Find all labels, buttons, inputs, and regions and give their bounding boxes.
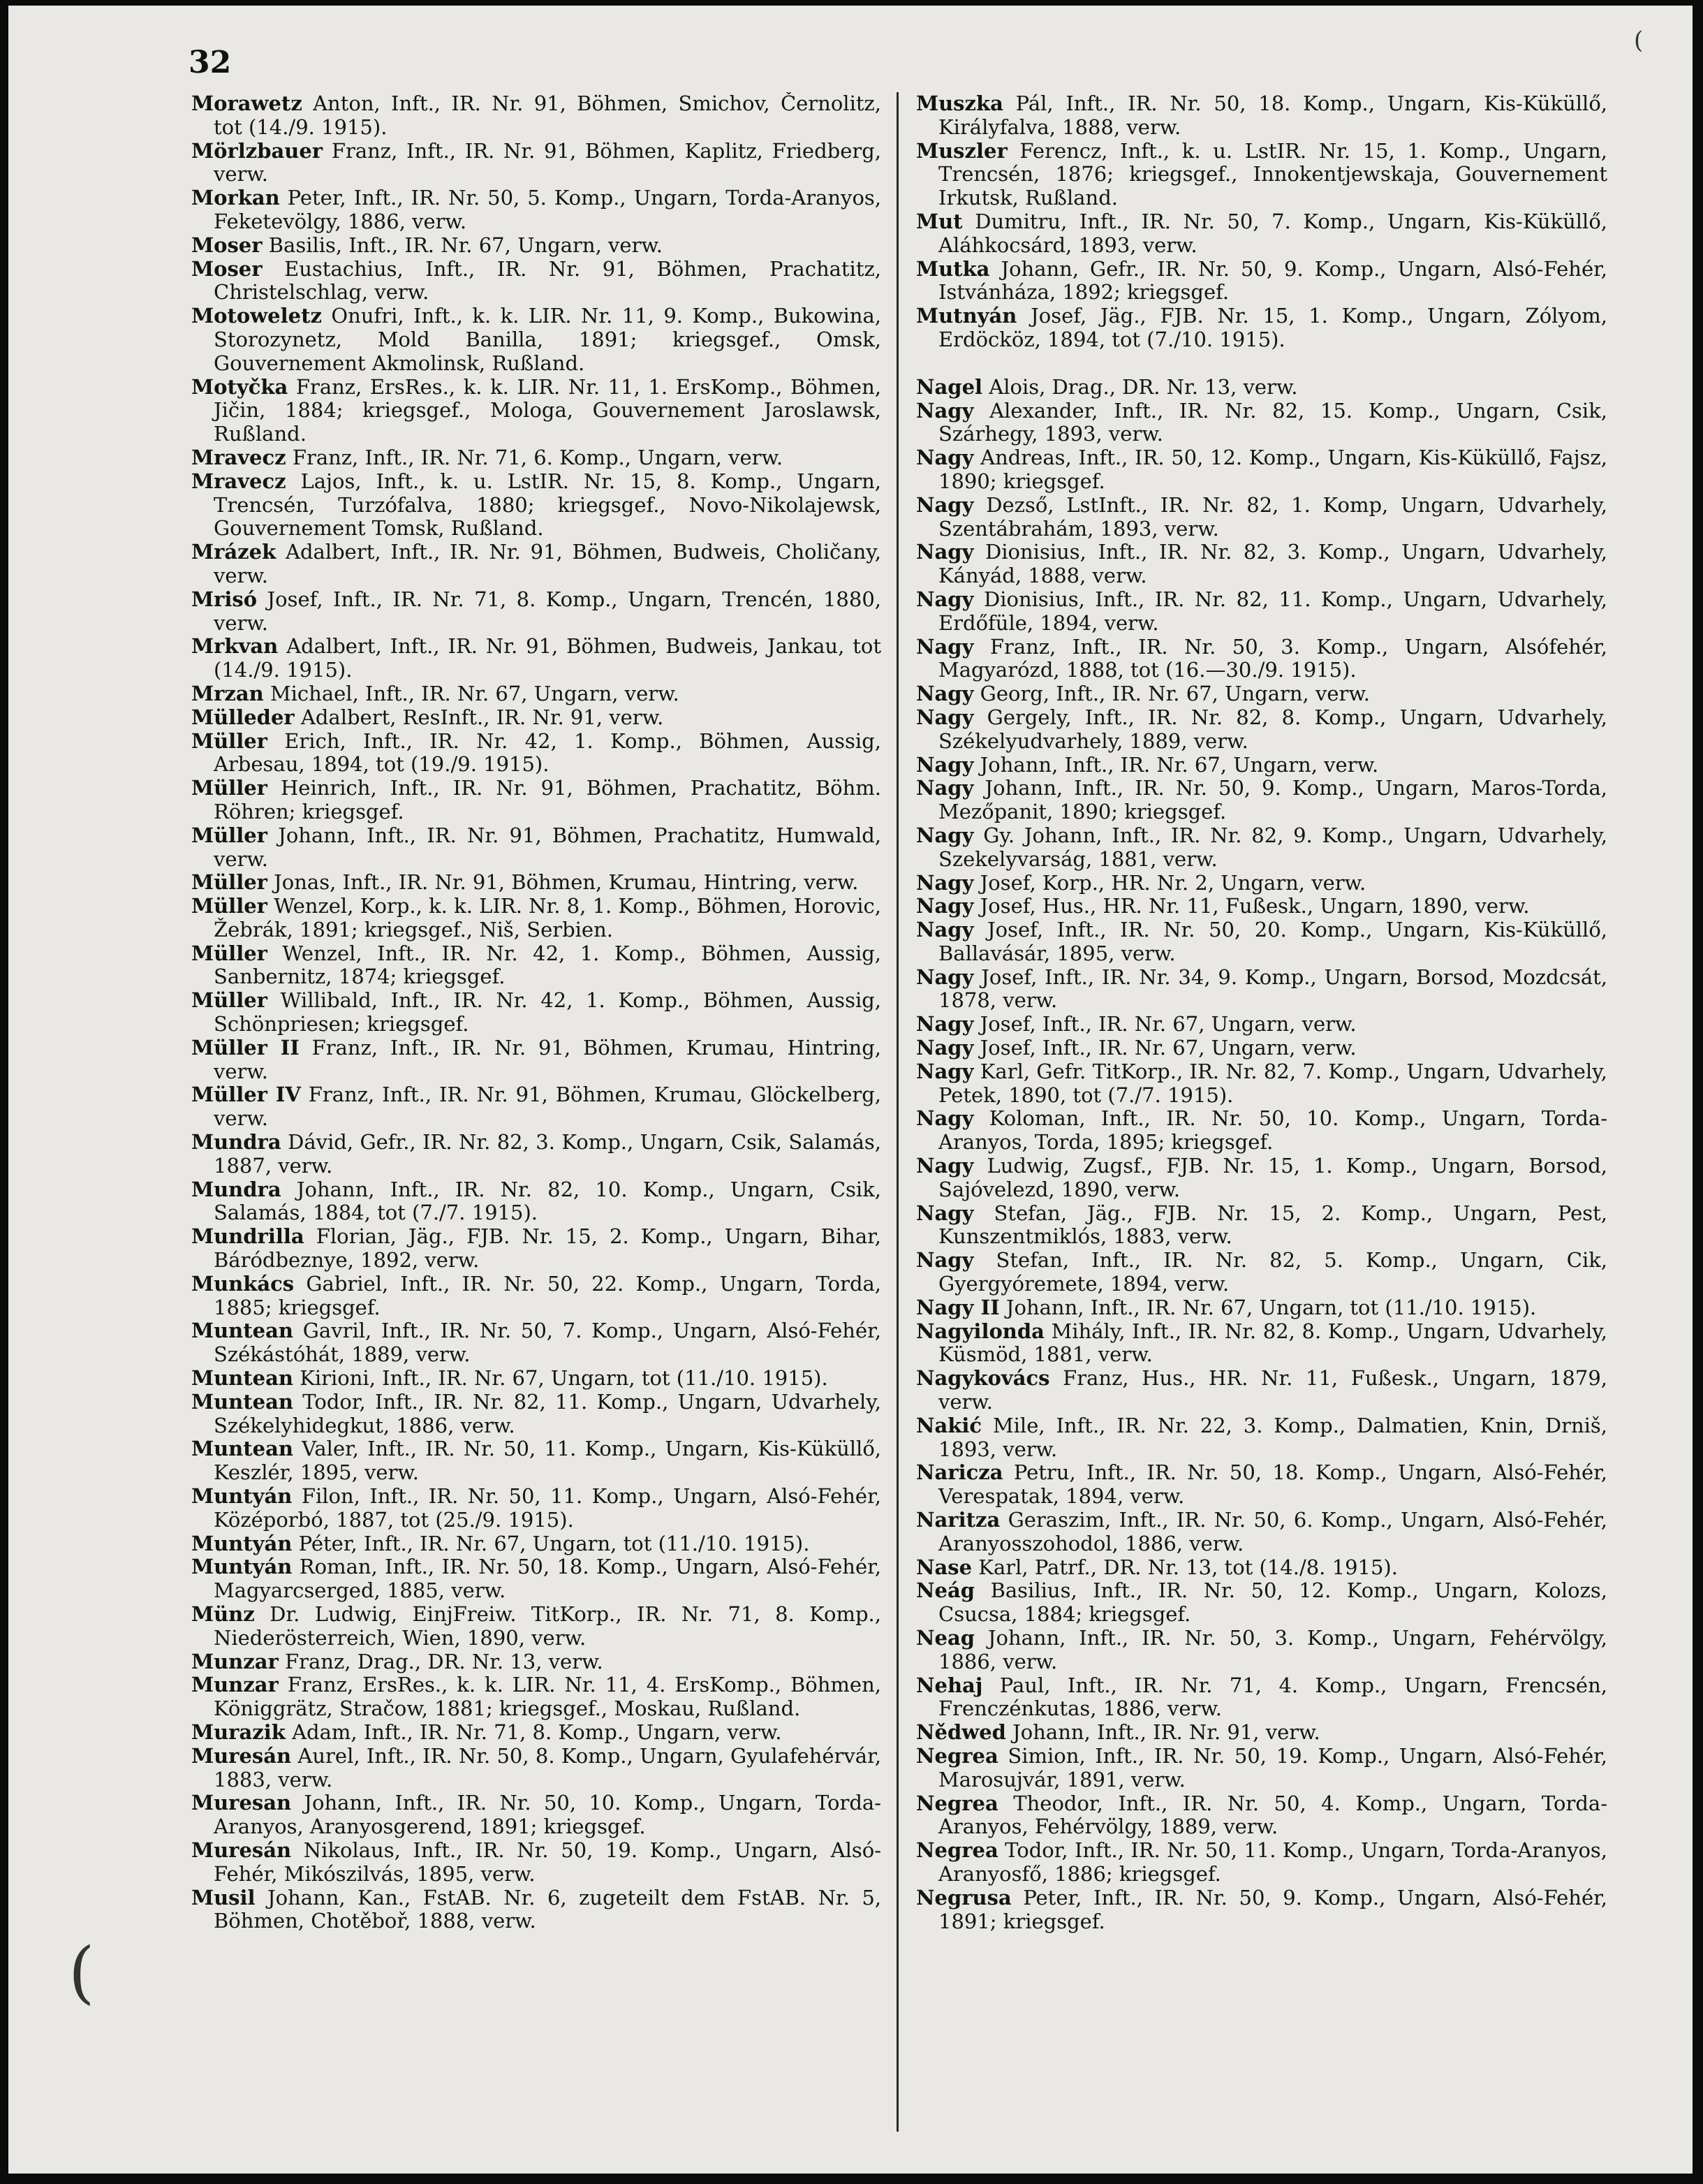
roster-entry (191, 1485, 881, 1532)
roster-entry (191, 1131, 881, 1178)
roster-entry (916, 1320, 1607, 1368)
entry-details: Andreas, Inft., IR. 50, 12. Komp., Ungarn, Kis-Küküllő, Fajsz, 1890; kriegsgef. (938, 446, 1607, 493)
entry-details: Johann, Inft., IR. Nr. 50, 9. Komp., Ungarn, Maros-Torda, Mezőpanit, 1890; kriegsgef. (938, 776, 1607, 824)
roster-entry (916, 92, 1607, 140)
entry-surname: Mut (916, 209, 963, 233)
entry-surname: Müller (191, 823, 267, 847)
entry-surname: Mrkvan (191, 634, 279, 659)
page-number: 32 (189, 45, 232, 80)
roster-entry (191, 682, 881, 706)
entry-details: Heinrich, Inft., IR. Nr. 91, Böhmen, Prachatitz, Böhm. Röhren; kriegsgef. (214, 776, 881, 823)
roster-entry (916, 400, 1607, 447)
entry-details: Anton, Inft., IR. Nr. 91, Böhmen, Smichov, Černolitz, tot (14./9. 1915). (214, 92, 881, 139)
entry-surname: Müller (191, 941, 267, 965)
entry-surname: Müller (191, 870, 267, 895)
document-page (8, 6, 1693, 2174)
roster-entry (916, 140, 1607, 210)
entry-surname: Muntean (191, 1389, 293, 1414)
roster-entry (191, 1532, 881, 1556)
entry-details: Josef, Inft., IR. Nr. 71, 8. Komp., Ungarn, Trencén, 1880, verw. (214, 587, 881, 635)
entry-details: Franz, Inft., IR. Nr. 91, Böhmen, Kaplitz, Friedberg, verw. (214, 138, 881, 186)
entry-details: Alexander, Inft., IR. Nr. 82, 15. Komp., Ungarn, Csik, Szárhegy, 1893, verw. (938, 398, 1607, 446)
roster-entry (191, 446, 881, 470)
entry-surname: Muntyán (191, 1531, 293, 1555)
margin-mark-top-right: ( (1634, 27, 1644, 54)
entry-details: Karl, Patrf., DR. Nr. 13, tot (14./8. 1915). (978, 1555, 1398, 1579)
roster-entry (916, 1745, 1607, 1792)
roster-entry (191, 376, 881, 446)
entry-details: Basilius, Inft., IR. Nr. 50, 12. Komp., Ungarn, Kolozs, Csucsa, 1884; kriegsgef. (938, 1578, 1607, 1627)
roster-entry (916, 1627, 1607, 1674)
entry-surname: Moser (191, 233, 263, 257)
entry-surname: Munzar (191, 1649, 279, 1673)
roster-entry (191, 1225, 881, 1273)
roster-entry (916, 754, 1607, 777)
entry-details: Josef, Inft., IR. Nr. 34, 9. Komp., Ungarn, Borsod, Mozdcsát, 1878, verw. (938, 965, 1607, 1013)
roster-entry (191, 1437, 881, 1485)
entry-surname: Nagy (916, 823, 974, 847)
roster-entry (916, 1036, 1607, 1060)
roster-entry (191, 1839, 881, 1886)
roster-entry (916, 1202, 1607, 1249)
left-column (191, 92, 881, 2160)
entry-details: Adam, Inft., IR. Nr. 71, 8. Komp., Ungarn, verw. (292, 1720, 782, 1744)
entry-surname: Nagy (916, 540, 974, 564)
entry-details: Franz, ErsRes., k. k. LIR. Nr. 11, 4. ErsKomp., Böhmen, Königgrätz, Stračow, 1881; kriegsgef., Moskau, Rußland. (214, 1673, 881, 1721)
entry-details: Dr. Ludwig, EinjFreiw. TitKorp., IR. Nr. 71, 8. Komp., Niederösterreich, Wien, 1890, verw. (214, 1602, 881, 1650)
roster-entry (916, 1461, 1607, 1509)
roster-entry (916, 376, 1607, 400)
roster-entry (916, 1579, 1607, 1627)
entry-details: Valer, Inft., IR. Nr. 50, 11. Komp., Ungarn, Kis-Küküllő, Keszlér, 1895, verw. (214, 1437, 881, 1485)
entry-surname: Müller (191, 988, 267, 1013)
roster-entry (191, 895, 881, 942)
entry-details: Kirioni, Inft., IR. Nr. 67, Ungarn, tot (11./10. 1915). (300, 1366, 828, 1391)
entry-details: Gabriel, Inft., IR. Nr. 50, 22. Komp., Ungarn, Torda, 1885; kriegsgef. (214, 1271, 881, 1319)
roster-entry (916, 1674, 1607, 1722)
roster-entry (916, 1721, 1607, 1745)
entry-details: Josef, Inft., IR. Nr. 67, Ungarn, verw. (980, 1012, 1357, 1036)
roster-entry (916, 258, 1607, 305)
entry-surname: Naritza (916, 1508, 1001, 1532)
roster-entry (191, 1603, 881, 1650)
entry-surname: Nagy (916, 634, 974, 659)
entry-details: Eustachius, Inft., IR. Nr. 91, Böhmen, Prachatitz, Christelschlag, verw. (214, 256, 881, 305)
entry-surname: Munzar (191, 1673, 279, 1697)
entry-details: Peter, Inft., IR. Nr. 50, 5. Komp., Ungarn, Torda-Aranyos, Feketevölgy, 1886, verw. (214, 186, 881, 233)
roster-entry (191, 1319, 881, 1367)
roster-entry (916, 1367, 1607, 1414)
entry-details: Pál, Inft., IR. Nr. 50, 18. Komp., Ungarn, Kis-Küküllő, Királyfalva, 1888, verw. (938, 92, 1607, 139)
entry-details: Geraszim, Inft., IR. Nr. 50, 6. Komp., Ungarn, Alsó-Fehér, Aranyosszohodol, 1886, verw. (938, 1508, 1607, 1555)
entry-surname: Muresán (191, 1743, 292, 1768)
roster-entry (916, 1839, 1607, 1886)
entry-surname: Nagy (916, 1248, 974, 1273)
entry-details: Todor, Inft., IR. Nr. 50, 11. Komp., Ungarn, Torda-Aranyos, Aranyosfő, 1886; kriegsgef. (938, 1838, 1607, 1886)
roster-entry (916, 1249, 1607, 1296)
entry-details: Josef, Jäg., FJB. Nr. 15, 1. Komp., Ungarn, Zólyom, Erdöcköz, 1894, tot (7./10. 1915). (938, 304, 1607, 351)
entry-surname: Mutka (916, 256, 990, 281)
entry-details: Ludwig, Zugsf., FJB. Nr. 15, 1. Komp., Ungarn, Borsod, Sajóvelezd, 1890, verw. (938, 1154, 1607, 1201)
entry-details: Johann, Kan., FstAB. Nr. 6, zugeteilt dem FstAB. Nr. 5, Böhmen, Chotěboř, 1888, verw. (214, 1885, 881, 1933)
roster-entry (916, 895, 1607, 918)
roster-entry (191, 635, 881, 682)
entry-surname: Mundra (191, 1177, 281, 1201)
entry-details: Florian, Jäg., FJB. Nr. 15, 2. Komp., Ungarn, Bihar, Báródbeznye, 1892, verw. (214, 1224, 881, 1273)
entry-details: Franz, Inft., IR. Nr. 50, 3. Komp., Ungarn, Alsófehér, Magyarózd, 1888, tot (16.—30./9. 1915). (938, 634, 1607, 682)
entry-surname: Müller IV (191, 1083, 301, 1107)
roster-entry (191, 1791, 881, 1839)
entry-surname: Mravecz (191, 469, 286, 493)
entry-details: Filon, Inft., IR. Nr. 50, 11. Komp., Ungarn, Alsó-Fehér, Középorbó, 1887, tot (25./9. 1915). (214, 1484, 881, 1532)
roster-entry (191, 1391, 881, 1438)
entry-surname: Nagy (916, 1012, 974, 1036)
roster-entry (191, 1673, 881, 1721)
roster-entry (191, 1650, 881, 1674)
roster-entry (916, 541, 1607, 588)
entry-surname: Nagyilonda (916, 1319, 1045, 1343)
roster-entry (191, 942, 881, 990)
roster-entry (916, 1556, 1607, 1580)
entry-details: Aurel, Inft., IR. Nr. 50, 8. Komp., Ungarn, Gyulafehérvár, 1883, verw. (214, 1743, 881, 1791)
roster-entry (916, 494, 1607, 541)
entry-surname: Müller (191, 894, 267, 918)
entry-details: Erich, Inft., IR. Nr. 42, 1. Komp., Böhmen, Aussig, Arbesau, 1894, tot (19./9. 1915). (214, 728, 881, 777)
entry-surname: Mörlzbauer (191, 138, 323, 163)
entry-surname: Nehaj (916, 1673, 983, 1697)
entry-surname: Mrázek (191, 540, 277, 564)
roster-entry (916, 1060, 1607, 1108)
roster-entry (916, 1296, 1607, 1320)
roster-entry (191, 1367, 881, 1391)
entry-surname: Mravecz (191, 445, 286, 469)
entry-surname: Nagy (916, 682, 974, 706)
entry-surname: Nagy (916, 1059, 974, 1083)
entry-surname: Neag (916, 1626, 975, 1650)
roster-entry (916, 305, 1607, 352)
section-gap (916, 352, 1607, 376)
roster-entry (916, 872, 1607, 895)
entry-surname: Nagy (916, 1036, 974, 1060)
entry-details: Petru, Inft., IR. Nr. 50, 18. Komp., Ungarn, Alsó-Fehér, Verespatak, 1894, verw. (938, 1460, 1607, 1509)
entry-details: Stefan, Jäg., FJB. Nr. 15, 2. Komp., Ungarn, Pest, Kunszentmiklós, 1883, verw. (938, 1201, 1607, 1249)
entry-surname: Münz (191, 1602, 255, 1626)
entry-surname: Nědwed (916, 1720, 1006, 1745)
entry-details: Theodor, Inft., IR. Nr. 50, 4. Komp., Ungarn, Torda-Aranyos, Fehérvölgy, 1889, verw. (938, 1791, 1607, 1839)
entry-surname: Müller (191, 728, 267, 753)
roster-entry (191, 541, 881, 588)
entry-surname: Muntean (191, 1366, 293, 1391)
right-column (916, 92, 1607, 2160)
entry-details: Gy. Johann, Inft., IR. Nr. 82, 9. Komp., Ungarn, Udvarhely, Szekelyvarság, 1881, verw. (938, 823, 1607, 871)
entry-details: Johann, Inft., IR. Nr. 91, Böhmen, Prachatitz, Humwald, verw. (214, 823, 881, 871)
entry-surname: Neág (916, 1578, 975, 1603)
entry-details: Michael, Inft., IR. Nr. 67, Ungarn, verw. (270, 681, 679, 705)
entry-surname: Müllеder (191, 705, 295, 729)
entry-surname: Mrisó (191, 587, 258, 611)
entry-surname: Muresán (191, 1838, 292, 1862)
entry-details: Basilis, Inft., IR. Nr. 67, Ungarn, verw. (268, 233, 663, 257)
entry-surname: Müller II (191, 1035, 300, 1060)
entry-details: Wenzel, Korp., k. k. LIR. Nr. 8, 1. Komp., Böhmen, Horovic, Žebrák, 1891; kriegsgef., Niš, Serbien. (214, 894, 881, 941)
roster-entry (191, 1721, 881, 1745)
roster-entry (191, 588, 881, 636)
roster-entry (191, 777, 881, 824)
entry-surname: Musil (191, 1885, 256, 1910)
entry-surname: Mundra (191, 1130, 281, 1155)
entry-details: Josef, Inft., IR. Nr. 50, 20. Komp., Ungarn, Kis-Küküllő, Ballavásár, 1895, verw. (938, 918, 1607, 965)
entry-details: Dezső, LstInft., IR. Nr. 82, 1. Komp, Ungarn, Udvarhely, Szentábrahám, 1893, verw. (938, 492, 1607, 541)
roster-entry (191, 1178, 881, 1226)
entry-details: Adalbert, Inft., IR. Nr. 91, Böhmen, Budweis, Jankau, tot (14./9. 1915). (214, 634, 881, 682)
entry-surname: Muntean (191, 1319, 293, 1343)
roster-entry (916, 1509, 1607, 1556)
entry-surname: Morkan (191, 186, 280, 210)
entry-details: Nikolaus, Inft., IR. Nr. 50, 19. Komp., Ungarn, Alsó-Fehér, Mikószilvás, 1895, verw. (214, 1838, 881, 1886)
entry-details: Jonas, Inft., IR. Nr. 91, Böhmen, Krumau, Hintring, verw. (274, 870, 859, 895)
entry-surname: Nagy II (916, 1295, 1000, 1319)
entry-details: Dionisius, Inft., IR. Nr. 82, 3. Komp., Ungarn, Udvarhely, Kányád, 1888, verw. (938, 540, 1607, 588)
roster-entry (191, 1886, 881, 1934)
entry-details: Adalbert, ResInft., IR. Nr. 91, verw. (300, 705, 664, 729)
entry-details: Onufri, Inft., k. k. LIR. Nr. 11, 9. Komp., Bukowina, Storozynetz, Mold Banilla, 1891; kriegsgef., Omsk, Gouvernement Akmolinsk, Rußland. (214, 304, 881, 375)
entry-details: Willibald, Inft., IR. Nr. 42, 1. Komp., Böhmen, Aussig, Schönpriesen; kriegsgef. (214, 988, 881, 1036)
entry-details: Josef, Inft., IR. Nr. 67, Ungarn, verw. (980, 1036, 1357, 1060)
entry-details: Josef, Hus., HR. Nr. 11, Fußesk., Ungarn, 1890, verw. (980, 894, 1530, 918)
roster-entry (916, 636, 1607, 683)
entry-surname: Munkács (191, 1271, 295, 1296)
entry-details: Franz, Inft., IR. Nr. 91, Böhmen, Krumau, Hintring, verw. (214, 1035, 881, 1083)
roster-entry (916, 706, 1607, 754)
entry-surname: Muntean (191, 1437, 293, 1461)
entry-details: Johann, Inft., IR. Nr. 67, Ungarn, tot (11./10. 1915). (1005, 1295, 1537, 1319)
entry-details: Koloman, Inft., IR. Nr. 50, 10. Komp., Ungarn, Torda-Aranyos, Torda, 1895; kriegsgef. (938, 1106, 1607, 1155)
entry-surname: Nagy (916, 894, 974, 918)
entry-details: Paul, Inft., IR. Nr. 71, 4. Komp., Ungarn, Frencsén, Frenczénkutas, 1886, verw. (938, 1673, 1607, 1721)
roster-entry (191, 140, 881, 187)
entry-details: Josef, Korp., HR. Nr. 2, Ungarn, verw. (980, 870, 1366, 895)
roster-entry (191, 1555, 881, 1603)
entry-details: Franz, Hus., HR. Nr. 11, Fußesk., Ungarn, 1879, verw. (938, 1366, 1607, 1414)
roster-entry (916, 918, 1607, 966)
entry-details: Dionisius, Inft., IR. Nr. 82, 11. Komp., Ungarn, Udvarhely, Erdőfüle, 1894, verw. (938, 587, 1607, 635)
entry-surname: Nagy (916, 870, 974, 895)
roster-entry (191, 730, 881, 777)
entry-surname: Naricza (916, 1460, 1003, 1485)
roster-entry (916, 824, 1607, 872)
entry-details: Franz, Inft., IR. Nr. 71, 6. Komp., Ungarn, verw. (292, 445, 783, 469)
roster-entry (191, 305, 881, 375)
entry-details: Johann, Inft., IR. Nr. 91, verw. (1012, 1720, 1320, 1745)
entry-details: Alois, Drag., DR. Nr. 13, verw. (989, 374, 1298, 399)
roster-entry (191, 470, 881, 541)
roster-entry (916, 1107, 1607, 1155)
roster-entry (191, 186, 881, 234)
entry-details: Franz, Inft., IR. Nr. 91, Böhmen, Krumau, Glöckelberg, verw. (214, 1083, 881, 1131)
roster-entry (916, 1792, 1607, 1840)
roster-entry (916, 446, 1607, 494)
entry-surname: Nagykovács (916, 1366, 1050, 1391)
roster-entry (916, 1155, 1607, 1202)
entry-surname: Motyčka (191, 374, 288, 399)
roster-entry (191, 1273, 881, 1320)
entry-surname: Muntyán (191, 1484, 293, 1509)
entry-details: Georg, Inft., IR. Nr. 67, Ungarn, verw. (980, 682, 1370, 706)
entry-details: Simion, Inft., IR. Nr. 50, 19. Komp., Ungarn, Alsó-Fehér, Marosujvár, 1891, verw. (938, 1743, 1607, 1791)
entry-surname: Nagy (916, 965, 974, 989)
roster-entry (916, 682, 1607, 706)
entry-details: Peter, Inft., IR. Nr. 50, 9. Komp., Ungarn, Alsó-Fehér, 1891; kriegsgef. (938, 1885, 1607, 1933)
entry-details: Dávid, Gefr., IR. Nr. 82, 3. Komp., Ungarn, Csik, Salamás, 1887, verw. (214, 1130, 881, 1178)
roster-entry (916, 1414, 1607, 1462)
roster-entry (191, 1083, 881, 1131)
column-divider (897, 92, 899, 2132)
entry-details: Johann, Inft., IR. Nr. 67, Ungarn, verw. (980, 752, 1379, 777)
entry-details: Adalbert, Inft., IR. Nr. 91, Böhmen, Budweis, Choličany, verw. (214, 540, 881, 587)
entry-surname: Nagy (916, 918, 974, 942)
entry-surname: Muszler (916, 138, 1008, 163)
entry-surname: Negrea (916, 1838, 998, 1863)
entry-surname: Muszka (916, 92, 1003, 115)
roster-entry (191, 1745, 881, 1792)
roster-entry (916, 588, 1607, 636)
entry-surname: Nagel (916, 374, 983, 399)
entry-details: Lajos, Inft., k. u. LstIR. Nr. 15, 8. Komp., Ungarn, Trencsén, Turzófalva, 1880; kriegsgef., Novo-Nikolajewsk, Gouvernement Tomsk, Rußland. (214, 469, 881, 541)
entry-surname: Moser (191, 256, 263, 281)
entry-surname: Nagy (916, 398, 974, 423)
entry-surname: Nagy (916, 1201, 974, 1225)
entry-surname: Murazik (191, 1720, 286, 1744)
roster-entry (191, 706, 881, 730)
roster-entry (191, 871, 881, 895)
entry-details: Johann, Gefr., IR. Nr. 50, 9. Komp., Ungarn, Alsó-Fehér, Istvánháza, 1892; kriegsgef. (938, 256, 1607, 305)
entry-details: Johann, Inft., IR. Nr. 82, 10. Komp., Ungarn, Csik, Salamás, 1884, tot (7./7. 1915). (214, 1177, 881, 1225)
entry-surname: Mundrilla (191, 1224, 304, 1249)
entry-details: Ferencz, Inft., k. u. LstIR. Nr. 15, 1. Komp., Ungarn, Trencsén, 1876; kriegsgef., Innokentjewskaja, Gouvernement Irkutsk, Rußland. (938, 138, 1607, 210)
entry-surname: Nagy (916, 776, 974, 800)
roster-entry (191, 258, 881, 305)
entry-surname: Muntyán (191, 1555, 293, 1579)
margin-mark-bottom-left: ( (68, 1933, 95, 2011)
roster-entry (916, 966, 1607, 1013)
entry-surname: Müller (191, 776, 267, 800)
entry-surname: Nakić (916, 1413, 982, 1437)
roster-entry (191, 989, 881, 1036)
entry-surname: Nagy (916, 752, 974, 777)
entry-surname: Nagy (916, 705, 974, 729)
roster-entry (916, 777, 1607, 824)
roster-entry (916, 210, 1607, 258)
entry-surname: Motoweletz (191, 304, 322, 328)
entry-surname: Mutnyán (916, 304, 1017, 328)
entry-surname: Nase (916, 1555, 973, 1579)
entry-details: Franz, Drag., DR. Nr. 13, verw. (285, 1649, 603, 1673)
entry-details: Johann, Inft., IR. Nr. 50, 3. Komp., Ungarn, Fehérvölgy, 1886, verw. (938, 1626, 1607, 1673)
entry-surname: Muresan (191, 1791, 292, 1815)
entry-surname: Mrzan (191, 681, 264, 705)
entry-details: Mihály, Inft., IR. Nr. 82, 8. Komp., Ungarn, Udvarhely, Küsmöd, 1881, verw. (938, 1319, 1607, 1367)
entry-surname: Nagy (916, 492, 974, 517)
entry-surname: Nagy (916, 587, 974, 611)
entry-surname: Nagy (916, 1154, 974, 1178)
entry-surname: Negrea (916, 1743, 998, 1768)
roster-entry (916, 1886, 1607, 1934)
entry-details: Mile, Inft., IR. Nr. 22, 3. Komp., Dalmatien, Knin, Drniš, 1893, verw. (938, 1413, 1607, 1461)
entry-surname: Nagy (916, 1106, 974, 1131)
entry-details: Stefan, Inft., IR. Nr. 82, 5. Komp., Ungarn, Cik, Gyergyóremete, 1894, verw. (938, 1248, 1607, 1296)
entry-surname: Negrusa (916, 1885, 1012, 1910)
roster-entry (191, 824, 881, 872)
entry-details: Péter, Inft., IR. Nr. 67, Ungarn, tot (11./10. 1915). (298, 1531, 810, 1555)
entry-details: Franz, ErsRes., k. k. LIR. Nr. 11, 1. ErsKomp., Böhmen, Jičin, 1884; kriegsgef., Mologa, Gouvernement Jaroslawsk, Rußland. (214, 374, 881, 446)
entry-details: Roman, Inft., IR. Nr. 50, 18. Komp., Ungarn, Alsó-Fehér, Magyarcserged, 1885, verw. (214, 1555, 881, 1603)
entry-details: Gergely, Inft., IR. Nr. 82, 8. Komp., Ungarn, Udvarhely, Székelyudvarhely, 1889, verw. (938, 705, 1607, 753)
entry-surname: Morawetz (191, 92, 302, 115)
entry-details: Gavril, Inft., IR. Nr. 50, 7. Komp., Ungarn, Alsó-Fehér, Székástóhát, 1889, verw. (214, 1319, 881, 1367)
entry-details: Todor, Inft., IR. Nr. 82, 11. Komp., Ungarn, Udvarhely, Székelyhidegkut, 1886, verw. (214, 1389, 881, 1437)
entry-details: Karl, Gefr. TitKorp., IR. Nr. 82, 7. Komp., Ungarn, Udvarhely, Petek, 1890, tot (7./7. 1915). (938, 1059, 1607, 1107)
entry-details: Wenzel, Inft., IR. Nr. 42, 1. Komp., Böhmen, Aussig, Sanbernitz, 1874; kriegsgef. (214, 941, 881, 989)
entry-details: Johann, Inft., IR. Nr. 50, 10. Komp., Ungarn, Torda-Aranyos, Aranyosgerend, 1891; kriegsgef. (214, 1791, 881, 1839)
roster-entry (191, 1036, 881, 1084)
roster-entry (916, 1013, 1607, 1036)
roster-entry (191, 234, 881, 258)
entry-surname: Nagy (916, 446, 974, 470)
roster-entry (191, 92, 881, 140)
entry-surname: Negrea (916, 1791, 998, 1815)
entry-details: Dumitru, Inft., IR. Nr. 50, 7. Komp., Ungarn, Kis-Küküllő, Aláhkocsárd, 1893, verw. (938, 209, 1607, 257)
